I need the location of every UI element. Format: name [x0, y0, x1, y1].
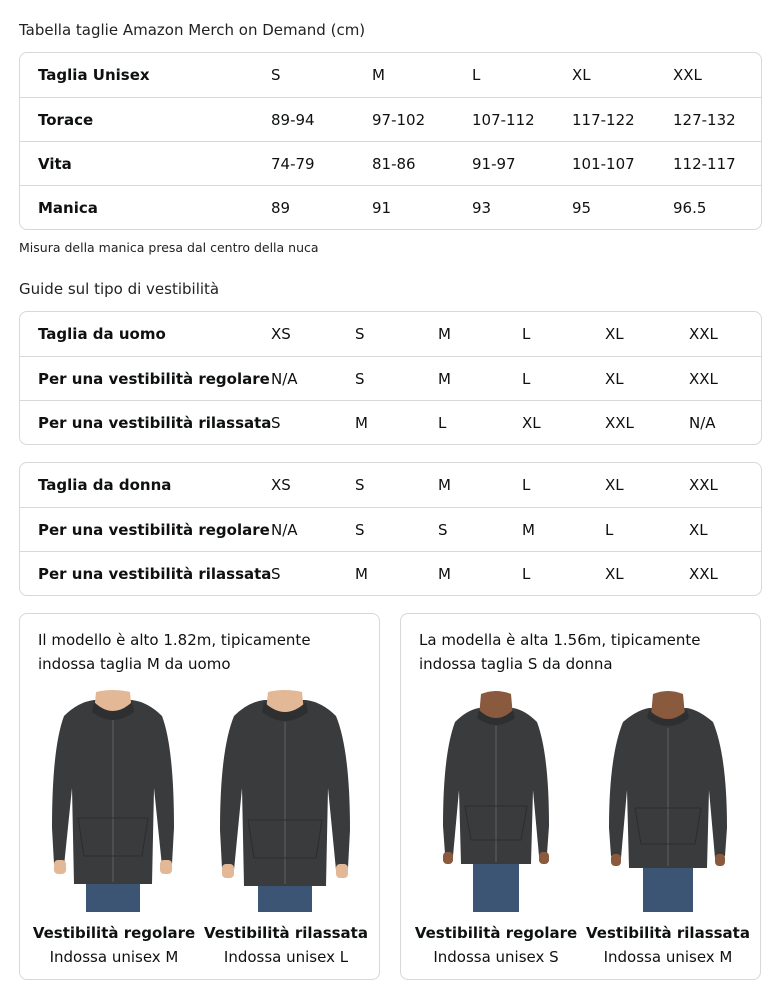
- table-cell: XL: [605, 325, 624, 343]
- fit-title-relaxed: Vestibilità rilassata: [204, 924, 368, 942]
- table-cell: 89-94: [271, 111, 315, 129]
- table-cell: 95: [572, 199, 592, 217]
- sleeve-note: Misura della manica presa dal centro della nuca: [19, 240, 319, 255]
- table-cell: S: [271, 66, 281, 84]
- table-row: [20, 185, 761, 229]
- female-model-relaxed-fit-photo: [593, 688, 743, 912]
- table-cell: M: [438, 565, 451, 583]
- table-cell: S: [271, 414, 281, 432]
- table-cell: XXL: [605, 414, 634, 432]
- fit-size-relaxed: Indossa unisex M: [603, 948, 733, 966]
- table-cell: S: [438, 521, 448, 539]
- table-cell: XL: [689, 521, 708, 539]
- table-cell: XXL: [689, 325, 718, 343]
- fit-title-regular: Vestibilità regolare: [32, 924, 196, 942]
- table-cell: S: [271, 565, 281, 583]
- table-cell: N/A: [689, 414, 716, 432]
- table-cell: L: [522, 325, 531, 343]
- table-cell: XXL: [689, 370, 718, 388]
- table-cell: 117-122: [572, 111, 635, 129]
- row-header: Per una vestibilità rilassata: [38, 565, 272, 583]
- table-cell: 127-132: [673, 111, 736, 129]
- table-cell: S: [355, 476, 365, 494]
- table-cell: XS: [271, 325, 291, 343]
- table-cell: 74-79: [271, 155, 315, 173]
- table-cell: XL: [605, 565, 624, 583]
- table-cell: 101-107: [572, 155, 635, 173]
- row-header: Per una vestibilità rilassata: [38, 414, 272, 432]
- fit-title-regular: Vestibilità regolare: [414, 924, 578, 942]
- table-cell: M: [438, 370, 451, 388]
- size-chart-title: Tabella taglie Amazon Merch on Demand (cm): [19, 21, 366, 39]
- row-header: Taglia da donna: [38, 476, 172, 494]
- fit-size-regular: Indossa unisex S: [433, 948, 559, 966]
- table-cell: L: [522, 370, 531, 388]
- table-cell: S: [355, 521, 365, 539]
- table-cell: L: [522, 565, 531, 583]
- model-caption: Il modello è alto 1.82m, tipicamente indossa taglia M da uomo: [38, 631, 311, 673]
- fit-guide-title: Guide sul tipo di vestibilità: [19, 280, 220, 298]
- table-cell: M: [522, 521, 535, 539]
- table-cell: N/A: [271, 370, 298, 388]
- table-cell: N/A: [271, 521, 298, 539]
- table-cell: S: [355, 325, 365, 343]
- table-row: [20, 53, 761, 97]
- table-cell: XS: [271, 476, 291, 494]
- size-chart-table: [19, 52, 762, 230]
- table-cell: M: [438, 325, 451, 343]
- female-model-card: [400, 613, 761, 980]
- table-cell: 89: [271, 199, 291, 217]
- table-row: [20, 400, 761, 444]
- table-row: [20, 97, 761, 141]
- table-row: [20, 312, 761, 356]
- table-cell: L: [438, 414, 447, 432]
- male-model-regular-fit-photo: [38, 688, 188, 912]
- table-cell: L: [472, 66, 481, 84]
- table-cell: XL: [605, 370, 624, 388]
- row-header: Vita: [38, 155, 72, 173]
- table-cell: 96.5: [673, 199, 707, 217]
- table-cell: M: [355, 565, 368, 583]
- row-header: Taglia Unisex: [38, 66, 150, 84]
- row-header: Per una vestibilità regolare: [38, 370, 270, 388]
- table-cell: XXL: [673, 66, 702, 84]
- table-cell: M: [372, 66, 385, 84]
- row-header: Manica: [38, 199, 98, 217]
- table-cell: XL: [605, 476, 624, 494]
- table-cell: 93: [472, 199, 492, 217]
- table-row: [20, 551, 761, 595]
- table-cell: XXL: [689, 476, 718, 494]
- male-model-relaxed-fit-photo: [210, 688, 360, 912]
- row-header: Taglia da uomo: [38, 325, 166, 343]
- table-cell: S: [355, 370, 365, 388]
- table-row: [20, 141, 761, 185]
- table-cell: 81-86: [372, 155, 416, 173]
- table-row: [20, 463, 761, 507]
- women-fit-table: [19, 462, 762, 596]
- table-cell: XL: [522, 414, 541, 432]
- table-cell: 107-112: [472, 111, 535, 129]
- table-cell: 112-117: [673, 155, 736, 173]
- fit-size-relaxed: Indossa unisex L: [223, 948, 349, 966]
- table-cell: 97-102: [372, 111, 426, 129]
- table-row: [20, 356, 761, 400]
- table-cell: 91-97: [472, 155, 516, 173]
- fit-title-relaxed: Vestibilità rilassata: [586, 924, 750, 942]
- table-cell: XL: [572, 66, 591, 84]
- table-cell: 91: [372, 199, 392, 217]
- row-header: Torace: [38, 111, 94, 129]
- fit-size-regular: Indossa unisex M: [49, 948, 179, 966]
- table-row: [20, 507, 761, 551]
- table-cell: L: [605, 521, 614, 539]
- female-model-regular-fit-photo: [421, 688, 571, 912]
- table-cell: L: [522, 476, 531, 494]
- model-caption: La modella è alta 1.56m, tipicamente indossa taglia S da donna: [419, 631, 701, 673]
- table-cell: M: [355, 414, 368, 432]
- men-fit-table: [19, 311, 762, 445]
- row-header: Per una vestibilità regolare: [38, 521, 270, 539]
- table-cell: XXL: [689, 565, 718, 583]
- table-cell: M: [438, 476, 451, 494]
- male-model-card: [19, 613, 380, 980]
